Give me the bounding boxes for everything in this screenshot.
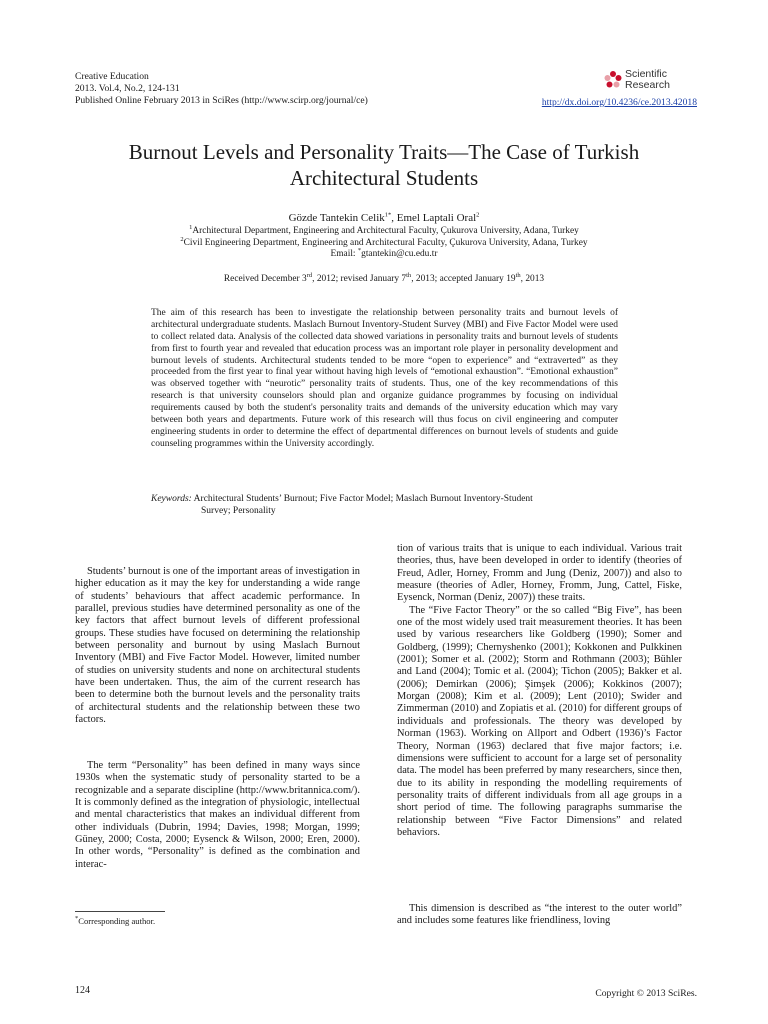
logo-text: Scientific Research	[625, 68, 670, 91]
footnote: *Corresponding author.	[75, 915, 156, 926]
scientific-research-logo	[601, 68, 701, 94]
journal-header	[75, 71, 368, 108]
flower-logo-icon	[603, 70, 623, 92]
journal-name: Creative Education	[75, 71, 149, 82]
copyright: Copyright © 2013 SciRes.	[595, 988, 697, 999]
body-column-2-paragraph-3: This dimension is described as “the interest to the outer world” and includes some features like friendliness, loving	[397, 903, 682, 927]
volume-info: 2013. Vol.4, No.2, 124-131	[75, 83, 180, 95]
email-address[interactable]: gtantekin@cu.edu.tr	[361, 249, 438, 260]
body-column-1-paragraph-2: The term “Personality” has been defined in many ways since 1930s when the systematic study of personality started to be a recognizable and a separate discipline (http://www.britannica.com/). It is commonly defined as the integration of physiologic, intellectual and mental characteristics that makes an individual different from other individuals (Dubrin, 1994; Davies, 1998; Morgan, 1999; Güney, 2000; Costa, 2000; Eysenck & Wilson, 2000; Eren, 2000). In other words, “Personality” is defined as the combination and interac-	[75, 760, 360, 870]
footnote-rule	[75, 911, 165, 912]
published-info: Published Online February 2013 in SciRes (http://www.scirp.org/journal/ce)	[75, 95, 368, 107]
abstract: The aim of this research has been to investigate the relationship between personality traits and burnout levels of architectural undergraduate students. Maslach Burnout Inventory-Student Survey (MBI) and Five Factor Model were used to collect related data. Analysis of the collected data showed variations in personality traits and burnout levels of students from first to fourth year and revealed that education process was an important role player in personality development and burnout levels of students. Architectural students tended to be more “open to experience” and “extraverted” as they proceeded from the first year to final year without having high levels of “emotional exhaustion”. “Emotional exhaustion” was observed together with “neurotic” personality traits of students. Thus, one of the key recommendations of this research is that university counselors should plan and organize guidance programmes by focusing on individual requirements caused by both the student's personality traits and demands of the university education which may vary between both years and departments. Future work of this research will thus focus on civil engineering and computer engineering students in order to determine the effect of departmental differences on burnout levels of students and guide counseling programmes within the University accordingly.	[151, 308, 618, 449]
body-column-2: tion of various traits that is unique to each individual. Various trait theories, thus, have been developed in order to identify (theories of Freud, Adler, Horney, Fromm and Jung (Deniz, 2007)) and also to measure (theories of Adler, Horney, Fromm, Jung, Cattel, Fiske, Eysenck, Norman (Deniz, 2007)) these traits. The “Five Factor Theory” or the so called “Big Five”, has been one of the most widely used trait measurement theories. It has been used by various researchers like Goldberg (1990); Somer and Goldberg, (1999); Chernyshenko (2001); Kokkonen and Pulkkinen (2001); Somer et al. (2002); Storm and Rothmann (2003); Bühler and Land (2004); Tomic et al. (2004); Tichon (2005); Bakker et al. (2006); Demirkan (2006); Şimşek (2006); Kokkinos (2007); Morgan (2008); Kim et al. (2009); Lent (2010); Swider and Zimmerman (2010) and Zopiatis et al. (2010) for different groups of individuals and professionals. The theory was developed by Norman (1963). Working on Allport and Odbert (1936)’s Factor Theory, Norman (1963) declared that five major factors; i.e. dimensions were sufficient to account for a large set of personality data. The model has been preferred by many researchers, since then, due to its ability in responding the modelling requirements of personality traits of different individuals from all age groups in a short period of time. The following paragraphs summarise the relationship between “Five Factor Dimensions” and related behaviors.	[397, 543, 682, 838]
doi-link[interactable]: http://dx.doi.org/10.4236/ce.2013.42018	[541, 97, 697, 108]
received-dates: Received December 3rd, 2012; revised January 7th, 2013; accepted January 19th, 2013	[223, 271, 545, 284]
authors: Gözde Tantekin Celik$^{1*}$, Emel Laptali Oral$^2$	[288, 211, 480, 224]
email-line: Email: *gtantekin@cu.edu.tr	[330, 247, 438, 260]
keywords-label: Keywords:	[151, 494, 192, 504]
page-number: 124	[75, 985, 90, 996]
keywords: Keywords: Architectural Students’ Burnout; Five Factor Model; Maslach Burnout Inventory-Student Survey; Personality	[151, 494, 533, 516]
body-column-1-paragraph-1: Students’ burnout is one of the important areas of investigation in higher education as it may the key for understanding a wide range of students’ behaviours that affect academic performance. In parallel, previous studies have determined personality as one of the key factors that affect burnout levels of different professional groups. These studies have focused on determining the relationship between personality and burnout by using Maslach Burnout Inventory (MBI) and Five Factor Model. However, limited number of studies on university students and none on architectural students have been undertaken. Thus, the aim of the current research has been to determine both the burnout levels and the personality traits of architectural students and the relationship between these two factors.	[75, 566, 360, 726]
affiliation-1: $^1$Architectural Department, Engineering and Architectural Faculty, Çukurova University, Adana, Turkey	[189, 223, 579, 236]
affiliation-2: $^2$Civil Engineering Department, Engineering and Architectural Faculty, Çukurova University, Adana, Turkey	[180, 235, 588, 248]
paper-title: Burnout Levels and Personality Traits—The Case of Turkish Architectural Students	[128, 140, 640, 190]
affiliations	[90, 223, 678, 261]
